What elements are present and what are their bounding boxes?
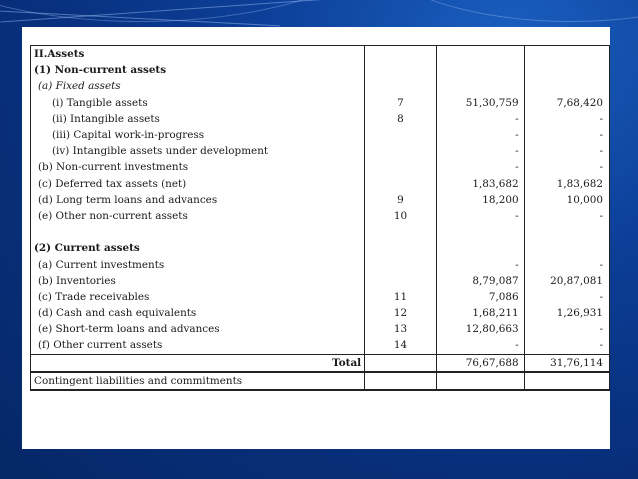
row-note: 14 (365, 337, 437, 354)
row-current-year: 12,80,663 (436, 321, 524, 337)
row-note (365, 143, 437, 159)
row-note: 9 (365, 192, 437, 208)
table-row (31, 111, 610, 127)
row-label: (b) Non-current investments (31, 159, 365, 175)
row-current-year: 51,30,759 (436, 95, 524, 111)
table-row (31, 289, 610, 305)
total-current-year: 76,67,688 (436, 354, 524, 372)
row-current-year: - (436, 256, 524, 272)
row-previous-year: - (524, 111, 609, 127)
table-row (31, 143, 610, 159)
row-note (365, 176, 437, 192)
table-row (31, 273, 610, 289)
row-label: (iii) Capital work-in-progress (31, 127, 365, 143)
table-row (31, 159, 610, 175)
table-row (31, 192, 610, 208)
row-previous-year: 1,83,682 (524, 176, 609, 192)
row-note: 12 (365, 305, 437, 321)
row-current-year: - (436, 127, 524, 143)
row-note (365, 159, 437, 175)
row-current-year: 1,83,682 (436, 176, 524, 192)
row-current-year: 7,086 (436, 289, 524, 305)
row-previous-year: 10,000 (524, 192, 609, 208)
row-previous-year: - (524, 256, 609, 272)
row-current-year: 8,79,087 (436, 273, 524, 289)
table-row (31, 321, 610, 337)
row-note: 8 (365, 111, 437, 127)
table-row (31, 305, 610, 321)
total-row (31, 354, 610, 372)
contingent-label: Contingent liabilities and commitments (31, 372, 365, 390)
table-row (31, 127, 610, 143)
row-previous-year: - (524, 143, 609, 159)
row-label: (e) Other non-current assets (31, 208, 365, 224)
current-heading: (2) Current assets (31, 240, 365, 256)
non-current-heading-row (31, 62, 610, 78)
row-previous-year: 20,87,081 (524, 273, 609, 289)
contingent-row (31, 372, 610, 390)
row-label: (b) Inventories (31, 273, 365, 289)
row-note (365, 256, 437, 272)
balance-sheet-assets-table (30, 45, 610, 391)
row-label: (ii) Intangible assets (31, 111, 365, 127)
row-label: (d) Cash and cash equivalents (31, 305, 365, 321)
total-label: Total (31, 354, 365, 372)
row-previous-year (524, 224, 609, 240)
fixed-assets-heading: (a) Fixed assets (31, 78, 365, 94)
table-row (31, 337, 610, 354)
background-decoration (360, 0, 638, 22)
row-current-year: - (436, 337, 524, 354)
row-label: (a) Current investments (31, 256, 365, 272)
row-note (365, 273, 437, 289)
row-note: 7 (365, 95, 437, 111)
row-current-year: - (436, 159, 524, 175)
section-title: II.Assets (31, 46, 365, 63)
row-previous-year: - (524, 337, 609, 354)
row-note: 10 (365, 208, 437, 224)
table-row (31, 95, 610, 111)
row-current-year: - (436, 143, 524, 159)
row-previous-year: - (524, 289, 609, 305)
row-current-year: - (436, 208, 524, 224)
row-label: (i) Tangible assets (31, 95, 365, 111)
row-previous-year: 1,26,931 (524, 305, 609, 321)
total-previous-year: 31,76,114 (524, 354, 609, 372)
row-current-year: - (436, 111, 524, 127)
row-note (365, 127, 437, 143)
row-label: (f) Other current assets (31, 337, 365, 354)
spacer-row (31, 224, 610, 240)
table-row (31, 256, 610, 272)
row-previous-year: - (524, 127, 609, 143)
row-current-year: 18,200 (436, 192, 524, 208)
non-current-heading: (1) Non-current assets (31, 62, 365, 78)
row-note: 13 (365, 321, 437, 337)
row-label: (d) Long term loans and advances (31, 192, 365, 208)
row-current-year: 1,68,211 (436, 305, 524, 321)
row-label: (c) Trade receivables (31, 289, 365, 305)
row-previous-year: - (524, 321, 609, 337)
row-label: (e) Short-term loans and advances (31, 321, 365, 337)
row-label: (c) Deferred tax assets (net) (31, 176, 365, 192)
current-heading-row (31, 240, 610, 256)
row-label (31, 224, 365, 240)
section-title-row (31, 46, 610, 63)
table-row (31, 208, 610, 224)
row-note (365, 224, 437, 240)
row-previous-year: - (524, 159, 609, 175)
row-note: 11 (365, 289, 437, 305)
fixed-assets-heading-row (31, 78, 610, 94)
row-previous-year: 7,68,420 (524, 95, 609, 111)
row-current-year (436, 224, 524, 240)
background-decoration (0, 0, 402, 22)
row-previous-year: - (524, 208, 609, 224)
row-label: (iv) Intangible assets under development (31, 143, 365, 159)
slide-content-panel (22, 27, 610, 449)
table-row (31, 176, 610, 192)
